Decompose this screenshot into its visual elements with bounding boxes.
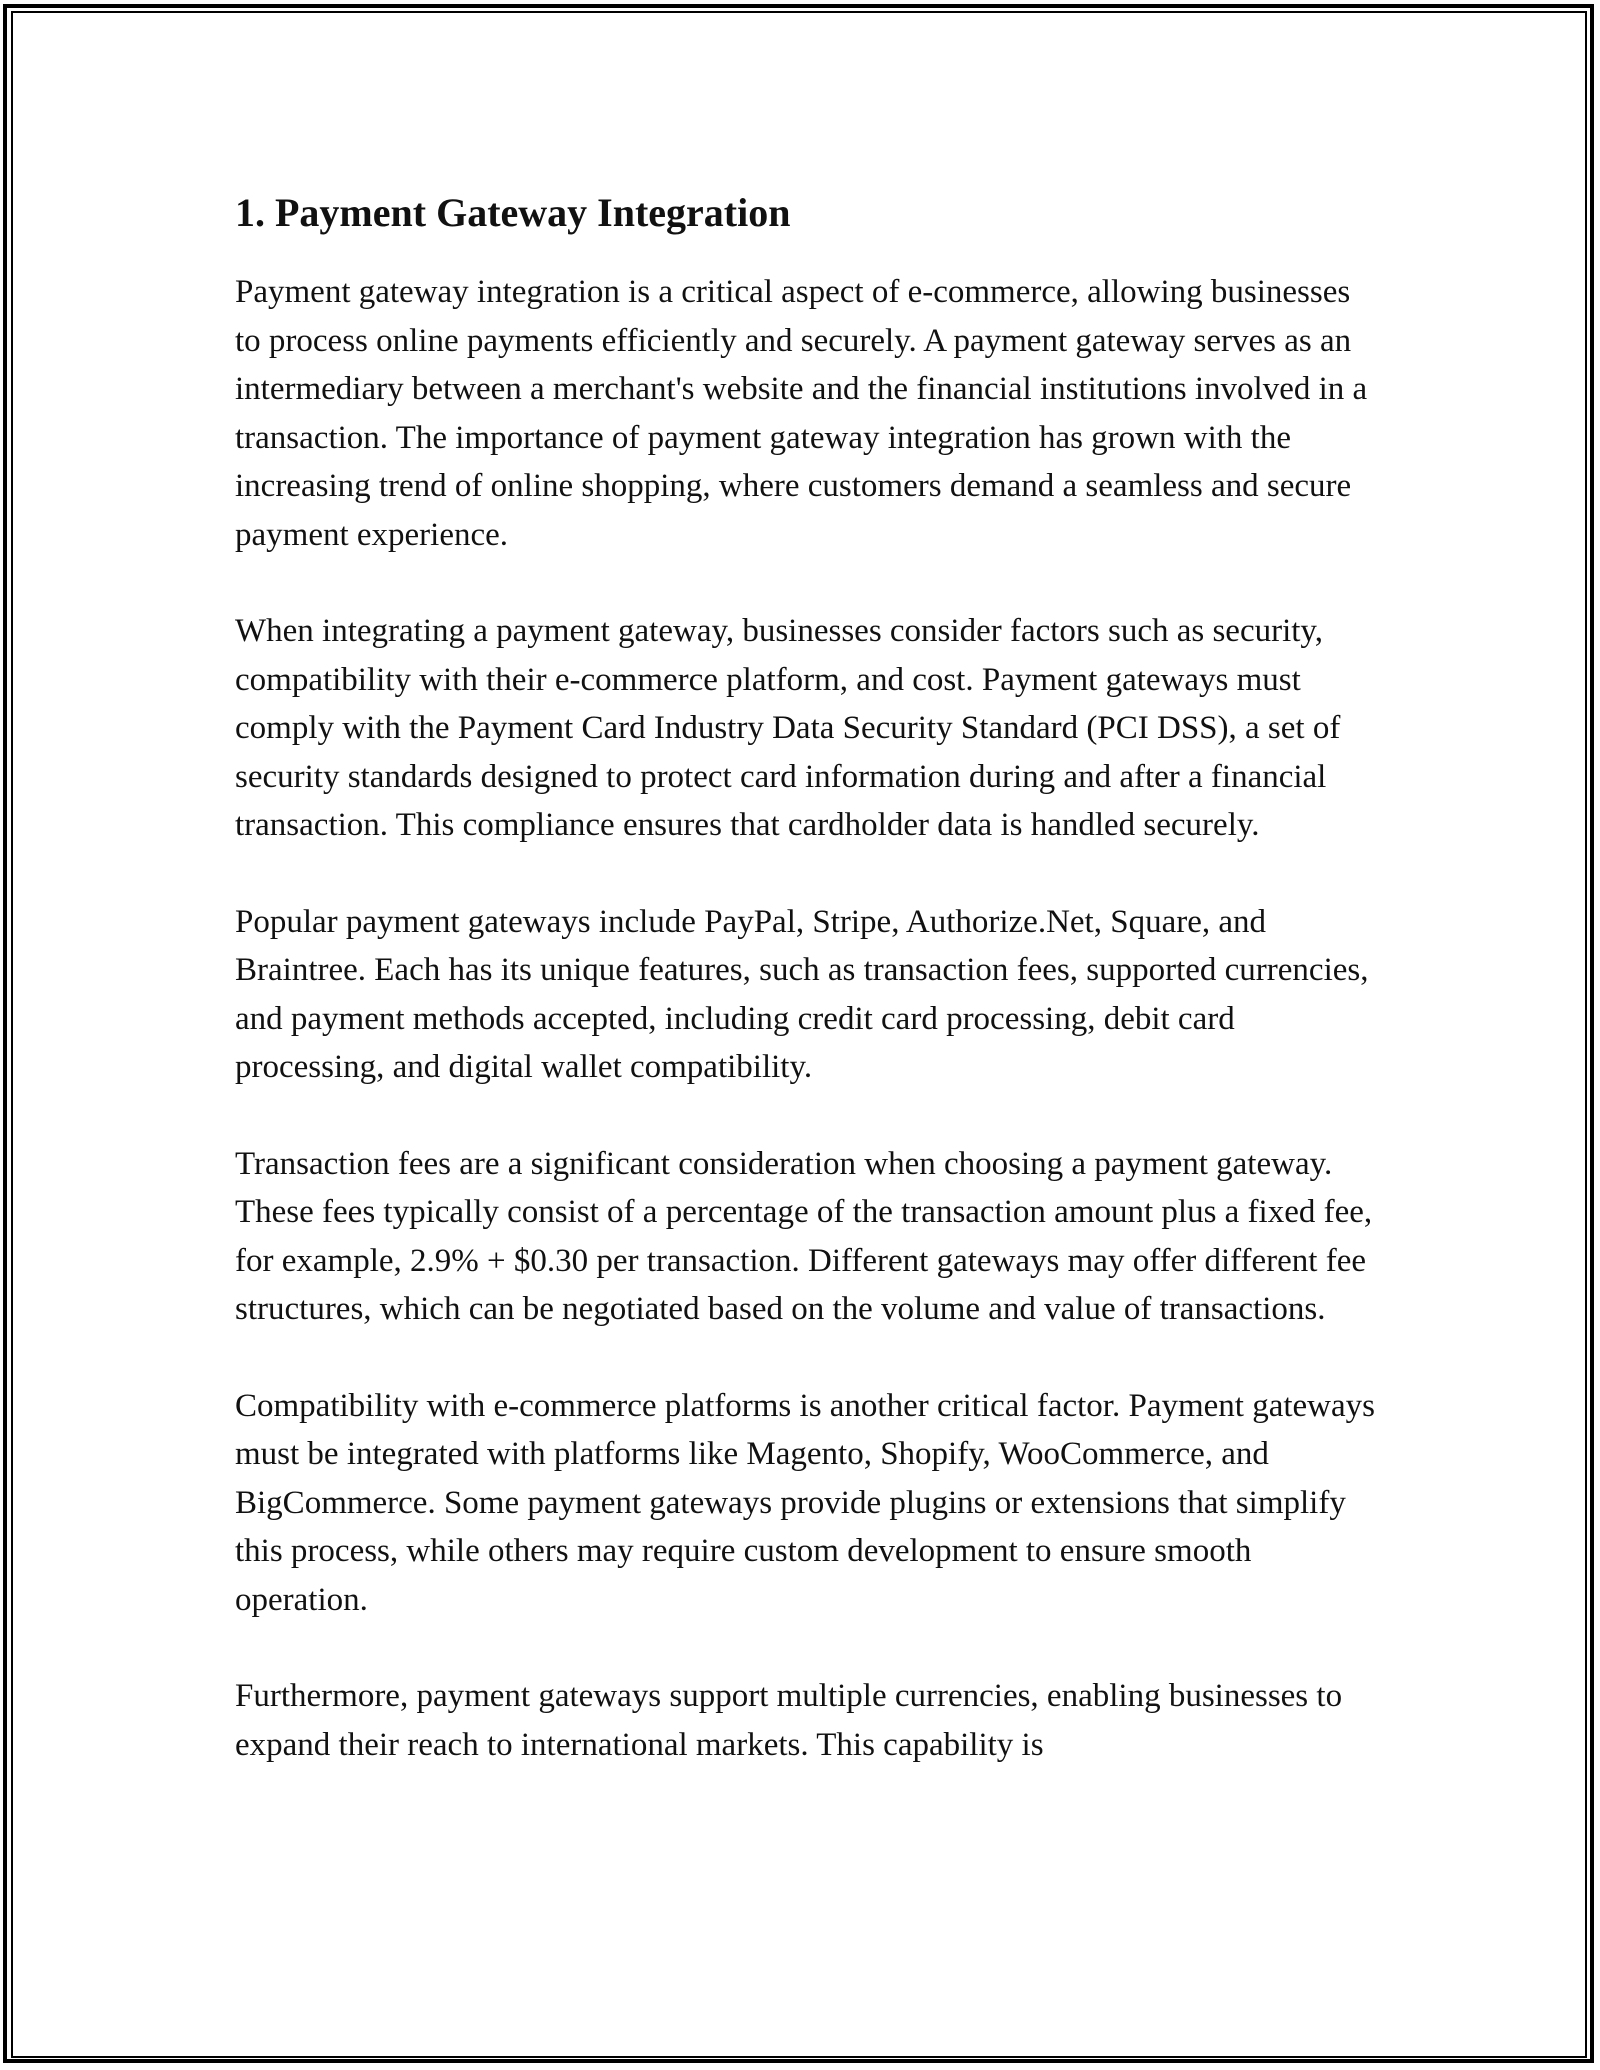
paragraph-integration-factors: When integrating a payment gateway, businesses consider factors such as security, compatibility with their e-commerce platform, and cost. Payment gateways must comply with the Payment Card Industry Data Security Standard (PCI DSS), a set of security standards designed to protect card information during and after a financial transaction. This compliance ensures that cardholder data is handled securely. xyxy=(235,613,1341,843)
paragraph-multiple-currencies: Furthermore, payment gateways support multiple currencies, enabling businesses to expand their reach to international markets. This capability is xyxy=(235,1678,1343,1763)
document-body xyxy=(235,186,1375,1817)
paragraph-introduction: Payment gateway integration is a critical aspect of e-commerce, allowing businesses to process online payments efficiently and securely. A payment gateway serves as an intermediary between a merchant's website and the financial institutions involved in a transaction. The importance of payment gateway integration has grown with the increasing trend of online shopping, where customers demand a seamless and secure payment experience. xyxy=(235,274,1368,553)
paragraph-popular-gateways: Popular payment gateways include PayPal, Stripe, Authorize.Net, Square, and Braintree. Each has its unique features, such as transaction fees, supported currencies, and payment methods accepted, including credit card processing, debit card processing, and digital wallet compatibility. xyxy=(235,903,1369,1085)
paragraph-platform-compatibility: Compatibility with e-commerce platforms is another critical factor. Payment gateways must be integrated with platforms like Magento, Shopify, WooCommerce, and BigCommerce. Some payment gateways provide plugins or extensions that simplify this process, while others may require custom development to ensure smooth operation. xyxy=(235,1387,1375,1618)
paragraph-transaction-fees: Transaction fees are a significant consideration when choosing a payment gateway. These fees typically consist of a percentage of the transaction amount plus a fixed fee, for example, 2.9% + $0.30 per transaction. Different gateways may offer different fee structures, which can be negotiated based on the volume and value of transactions. xyxy=(235,1145,1373,1327)
section-heading: 1. Payment Gateway Integration xyxy=(235,190,791,235)
